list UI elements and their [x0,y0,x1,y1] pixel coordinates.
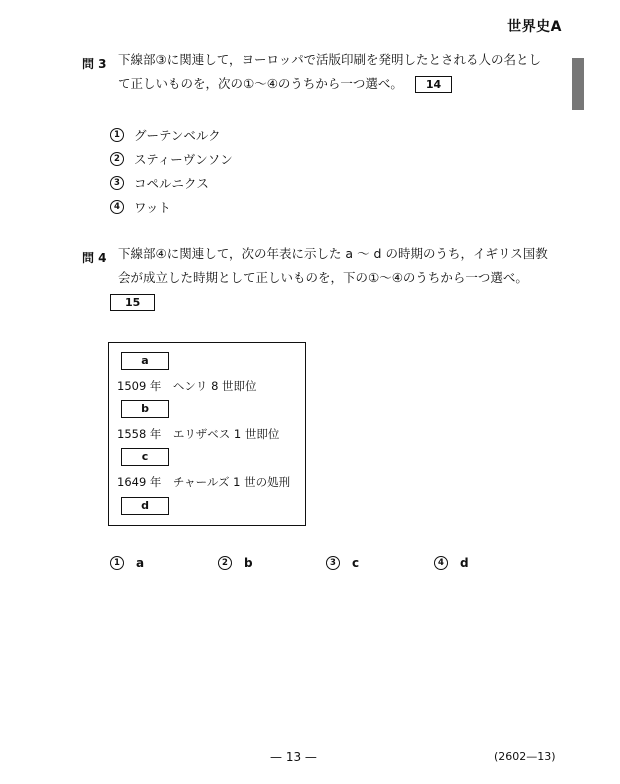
q3-number: 問 3 [82,57,107,71]
q4-choice-3-text: c [352,556,360,570]
option-number-icon: 2 [110,152,124,166]
q4-choice-1-text: a [136,556,145,570]
q4-number: 問 4 [82,251,107,265]
option-number-icon: 2 [218,556,232,570]
q3-answer-box: 14 [415,76,452,93]
page-number: — 13 — [270,750,317,764]
q4-choice-2-text: b [244,556,253,570]
side-tab-marker [572,58,584,110]
q3-option-2 [110,150,233,168]
timeline-period-a: a [121,352,169,370]
q3-option-1 [110,126,221,144]
option-number-icon: 1 [110,556,124,570]
timeline-event-1558: 1558 年 エリザベス 1 世即位 [117,427,280,441]
timeline-period-b: b [121,400,169,418]
q4-choice-1 [110,556,144,570]
subject-title: 世界史A [507,19,562,35]
option-number-icon: 3 [326,556,340,570]
q3-text [118,48,558,96]
q4-answer-box: 15 [110,294,155,311]
option-number-icon: 4 [434,556,448,570]
q3-option-3-text: コペルニクス [134,176,209,191]
q3-option-3 [110,174,209,192]
q4-answer-box-wrap [110,292,155,311]
q3-option-4 [110,198,171,216]
q3-option-2-text: スティーヴンソン [134,152,233,167]
q4-text [118,242,568,290]
q3-line1: 下線部③に関連して，ヨーロッパで活版印刷を発明したとされる人の名とし [118,52,541,67]
timeline-period-c: c [121,448,169,466]
option-number-icon: 3 [110,176,124,190]
q3-line2-row [118,72,558,96]
q4-line2: 会が成立した時期として正しいものを，下の①～④のうちから一つ選べ。 [118,270,528,285]
timeline-event-1509: 1509 年 ヘンリ 8 世即位 [117,379,257,393]
option-number-icon: 1 [110,128,124,142]
q4-choice-4 [434,556,469,570]
timeline-period-d: d [121,497,169,515]
q4-choice-2 [218,556,253,570]
timeline-event-1649: 1649 年 チャールズ 1 世の処刑 [117,475,291,489]
q4-choice-3 [326,556,359,570]
q3-option-4-text: ワット [134,200,171,215]
q4-line1: 下線部④に関連して，次の年表に示した a ～ d の時期のうち，イギリス国教 [118,246,548,261]
q3-line2: て正しいものを，次の①～④のうちから一つ選べ。 [118,76,403,91]
option-number-icon: 4 [110,200,124,214]
q4-choice-4-text: d [460,556,469,570]
q3-option-1-text: グーテンベルク [134,128,221,143]
timeline-table [108,342,306,526]
exam-code: (2602—13) [494,750,556,763]
